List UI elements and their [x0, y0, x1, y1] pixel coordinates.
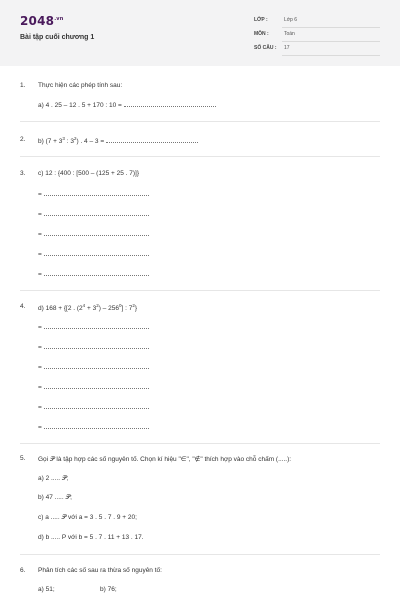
meta-row-mon	[254, 29, 380, 42]
meta-row-lop	[254, 15, 380, 28]
equals-sign: =	[38, 251, 42, 258]
question-divider	[20, 121, 380, 122]
answer-item[interactable]: c) a ..... 𝒫 với a = 3 . 5 . 7 . 9 + 20;	[38, 514, 137, 521]
exponent: 0	[118, 303, 122, 308]
meta-divider	[282, 55, 380, 56]
question-divider	[20, 290, 380, 291]
question-text: Phân tích các số sau ra thừa số nguyên tố:	[38, 567, 162, 574]
answer-line[interactable]	[38, 323, 149, 331]
answer-blank[interactable]	[44, 230, 149, 236]
lop-value: Lớp 6	[284, 17, 298, 23]
equals-sign: =	[38, 344, 42, 351]
expr-part: }	[134, 305, 137, 313]
answer-line[interactable]	[38, 363, 149, 371]
equals-sign: =	[38, 384, 42, 391]
worksheet-header	[0, 0, 400, 66]
answer-line[interactable]	[38, 383, 149, 391]
answer-item[interactable]: d) b ..... P với b = 5 . 7 . 11 + 13 . 17.	[38, 534, 144, 541]
expr-part: ] : 7	[121, 305, 133, 313]
lop-label: LỚP :	[254, 17, 268, 23]
answer-item[interactable]: a) 51;	[38, 586, 55, 593]
equals-sign: =	[38, 231, 42, 238]
answer-blank[interactable]	[44, 190, 149, 196]
answer-blank[interactable]	[44, 323, 149, 329]
logo-text: 2048	[20, 14, 55, 28]
expression: a) 4 . 25 – 12 . 5 + 170 : 10 =	[38, 102, 124, 109]
answer-line[interactable]	[38, 403, 149, 411]
socau-label: SỐ CÂU :	[254, 45, 277, 51]
expr-part: ) . 4 – 3 =	[76, 138, 106, 146]
question-number: 6.	[20, 567, 26, 574]
answer-blank[interactable]	[44, 210, 149, 216]
expr-part: d) 168 + {[2 . (2	[38, 305, 83, 313]
meta-divider	[282, 41, 380, 42]
answer-blank[interactable]	[44, 343, 149, 349]
answer-blank[interactable]	[44, 403, 149, 409]
expr-part: + 3	[85, 305, 97, 313]
question-text	[38, 303, 137, 312]
answer-line[interactable]	[38, 423, 149, 431]
exponent: 3	[62, 136, 65, 141]
exponent: 2	[73, 136, 77, 141]
answer-blank[interactable]	[106, 137, 198, 143]
meta-divider	[282, 27, 380, 28]
question-divider	[20, 554, 380, 555]
answer-blank[interactable]	[44, 383, 149, 389]
question-number: 5.	[20, 455, 26, 462]
answer-blank[interactable]	[44, 250, 149, 256]
question-text: Gọi 𝒫 là tập hợp các số nguyên tố. Chọn kí hiệu "∈", "∉" thích hợp vào chỗ chấm (.....):	[38, 456, 292, 463]
equals-sign: =	[38, 211, 42, 218]
answer-item[interactable]: a) 2 ..... 𝒫;	[38, 475, 69, 482]
question-number: 4.	[20, 303, 26, 310]
answer-item[interactable]: b) 76;	[100, 586, 117, 593]
logo-suffix: .vn	[54, 16, 64, 22]
worksheet-title: Bài tập cuối chương 1	[20, 34, 95, 41]
expr-part: ) – 256	[98, 305, 119, 313]
exponent: 2	[132, 303, 135, 308]
question-number: 3.	[20, 170, 26, 177]
answer-line[interactable]	[38, 270, 149, 278]
equals-sign: =	[38, 271, 42, 278]
equals-sign: =	[38, 364, 42, 371]
exponent: 4	[82, 303, 86, 308]
question-divider	[20, 443, 380, 444]
equals-sign: =	[38, 404, 42, 411]
answer-line[interactable]	[38, 210, 149, 218]
answer-blank[interactable]	[124, 101, 216, 107]
exponent: 2	[96, 303, 99, 308]
question-divider	[20, 156, 380, 157]
site-logo[interactable]	[20, 14, 64, 28]
question-text: c) 12 : {400 : [500 – (125 + 25 . 7)]}	[38, 170, 140, 177]
answer-line[interactable]	[38, 136, 198, 145]
answer-line[interactable]	[38, 343, 149, 351]
expr-part: b) (7 + 3	[38, 138, 63, 146]
equals-sign: =	[38, 424, 42, 431]
mon-label: MÔN :	[254, 31, 269, 37]
answer-line[interactable]	[38, 250, 149, 258]
equals-sign: =	[38, 191, 42, 198]
mon-value: Toán	[284, 31, 295, 37]
meta-row-socau	[254, 43, 380, 56]
answer-line[interactable]	[38, 230, 149, 238]
socau-value: 17	[284, 45, 290, 51]
equals-sign: =	[38, 324, 42, 331]
question-number: 1.	[20, 82, 26, 89]
answer-blank[interactable]	[44, 270, 149, 276]
answer-blank[interactable]	[44, 363, 149, 369]
answer-item[interactable]: b) 47 ..... 𝒫;	[38, 494, 72, 501]
expr-part: : 3	[64, 138, 74, 146]
answer-line[interactable]	[38, 101, 216, 109]
question-number: 2.	[20, 136, 26, 143]
answer-line[interactable]	[38, 190, 149, 198]
answer-blank[interactable]	[44, 423, 149, 429]
question-text: Thực hiện các phép tính sau:	[38, 82, 123, 89]
